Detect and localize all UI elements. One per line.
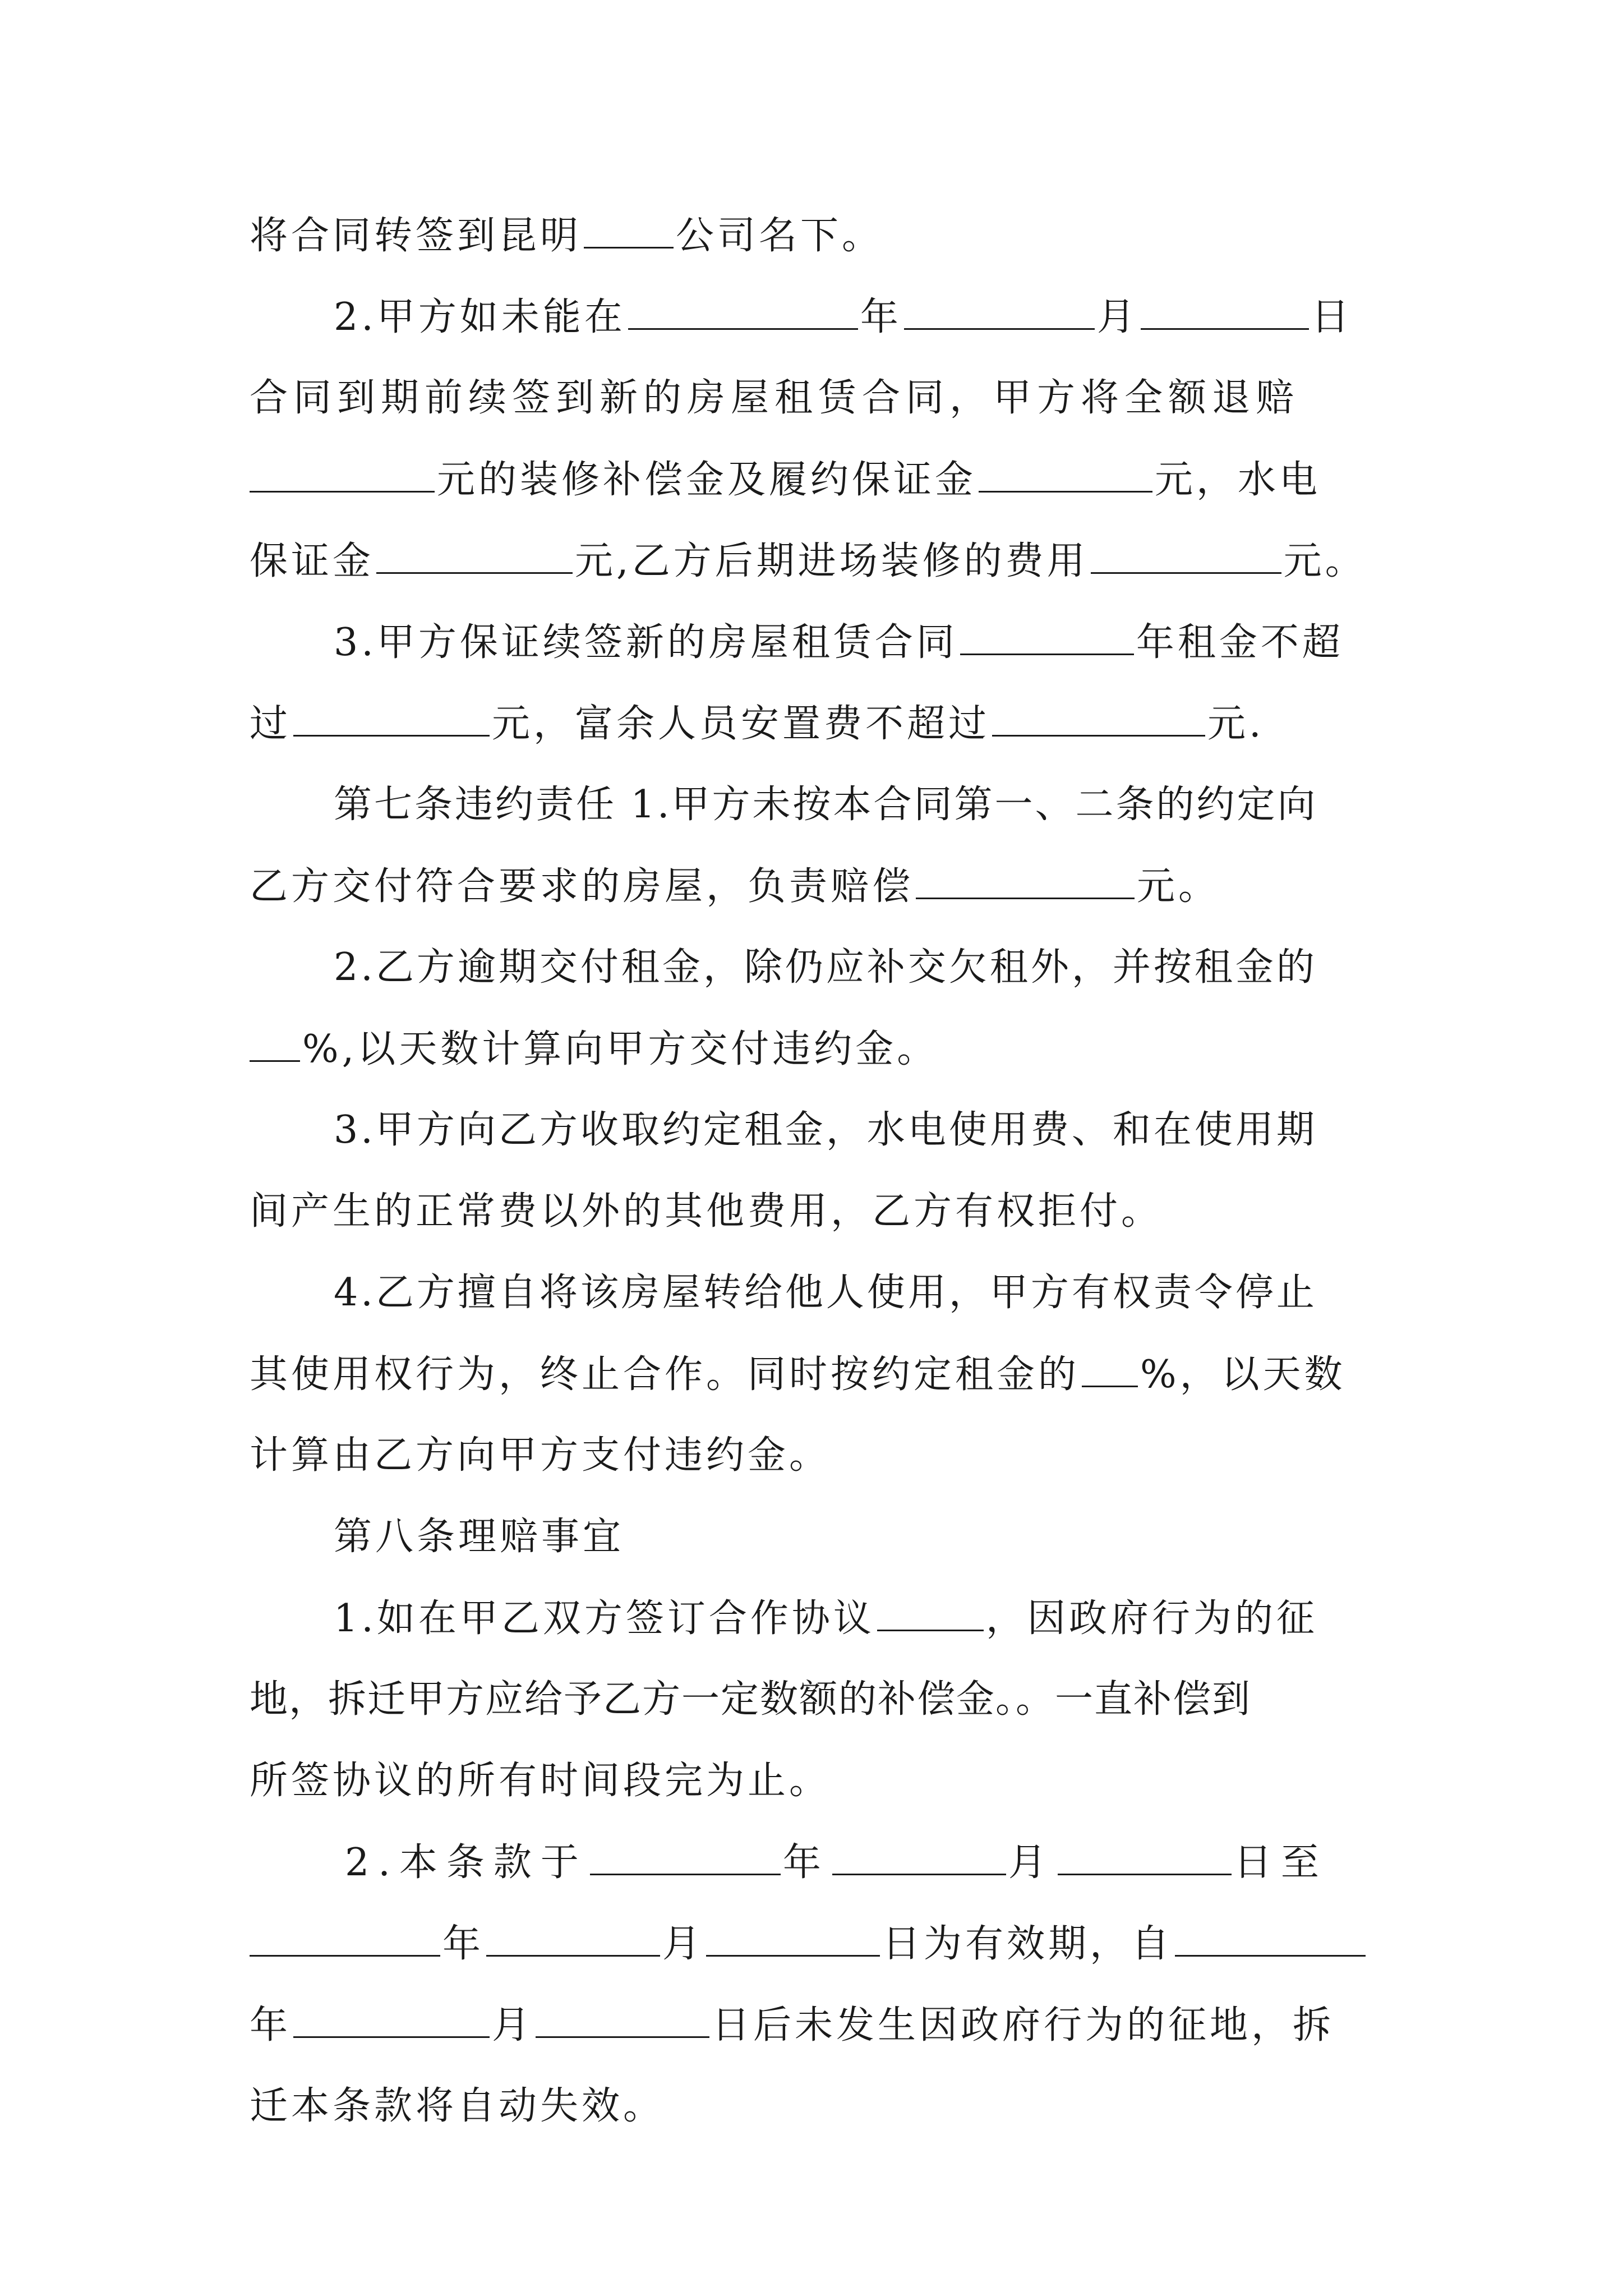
text-segment: 元的装修补偿金及履约保证金 xyxy=(437,458,977,502)
text-segment: 元。 xyxy=(1283,539,1367,583)
text-line xyxy=(250,208,883,264)
text-segment: 第八条理赔事宜 xyxy=(334,1515,625,1559)
text-segment: 日至 xyxy=(1233,1841,1328,1885)
fill-blank[interactable] xyxy=(1175,1916,1366,1957)
text-segment: 月 xyxy=(662,1922,704,1966)
text-segment: 年 xyxy=(782,1841,830,1885)
fill-blank[interactable] xyxy=(628,289,858,330)
text-segment: 计算由乙方向甲方支付违约金。 xyxy=(250,1433,831,1478)
text-segment: 元，富余人员安置费不超过 xyxy=(492,702,990,746)
text-segment: 元,乙方后期进场装修的费用 xyxy=(575,539,1089,583)
fill-blank[interactable] xyxy=(584,208,674,249)
text-segment: 将合同转签到昆明 xyxy=(250,214,582,258)
text-segment: 其使用权行为，终止合作。同时按约定租金的 xyxy=(250,1352,1080,1397)
text-segment: 迁本条款将自动失效。 xyxy=(250,2084,665,2128)
text-line xyxy=(250,696,1265,752)
fill-blank[interactable] xyxy=(293,696,490,737)
text-segment: 过 xyxy=(250,702,292,746)
text-segment: 第七条违约责任 1.甲方未按本合同第一、二条的约定向 xyxy=(334,783,1318,827)
text-line xyxy=(334,940,1317,996)
fill-blank[interactable] xyxy=(979,452,1152,493)
fill-blank[interactable] xyxy=(904,289,1095,330)
text-segment: 保证金 xyxy=(250,539,375,583)
fill-blank[interactable] xyxy=(916,858,1135,899)
text-segment: 月 xyxy=(1008,1841,1055,1885)
text-line xyxy=(250,533,1367,589)
text-segment: 元，水电 xyxy=(1155,458,1321,502)
fill-blank[interactable] xyxy=(1141,289,1309,330)
section-heading xyxy=(334,1509,624,1565)
text-line xyxy=(250,1753,831,1809)
text-segment: 元。 xyxy=(1137,864,1220,909)
text-segment: 年租金不超 xyxy=(1136,620,1344,665)
text-line xyxy=(345,1834,1328,1890)
fill-blank[interactable] xyxy=(293,1997,490,2038)
text-line xyxy=(250,1021,938,1077)
fill-blank[interactable] xyxy=(960,614,1134,655)
text-segment: %，以天数 xyxy=(1140,1352,1346,1397)
text-line xyxy=(334,289,1353,345)
fill-blank[interactable] xyxy=(832,1834,1006,1875)
text-line xyxy=(334,1590,1318,1646)
text-line xyxy=(250,2078,665,2134)
text-segment: 元. xyxy=(1207,702,1265,746)
text-segment: 2.本条款于 xyxy=(345,1841,588,1885)
fill-blank[interactable] xyxy=(992,696,1205,737)
text-line xyxy=(250,452,1321,508)
text-segment: 日后未发生因政府行为的征地，拆 xyxy=(712,2003,1335,2047)
text-segment: 月 xyxy=(492,2003,534,2047)
text-line xyxy=(250,1346,1346,1402)
text-line xyxy=(250,1184,1163,1240)
fill-blank[interactable] xyxy=(536,1997,709,2038)
text-segment: %,以天数计算向甲方交付违约金。 xyxy=(302,1027,939,1071)
text-line xyxy=(250,1428,831,1484)
text-segment: 合同到期前续签到新的房屋租赁合同，甲方将全额退赔 xyxy=(250,376,1300,420)
text-line xyxy=(250,1916,1368,1972)
fill-blank[interactable] xyxy=(1091,533,1281,574)
text-segment: 间产生的正常费以外的其他费用，乙方有权拒付。 xyxy=(250,1189,1163,1234)
fill-blank[interactable] xyxy=(376,533,573,574)
text-segment: 年 xyxy=(250,2003,292,2047)
text-line xyxy=(250,1997,1334,2053)
text-line xyxy=(250,370,1299,426)
text-segment: 地，拆迁甲方应给予乙方一定数额的补偿金。。一直补偿到 xyxy=(250,1677,1252,1722)
fill-blank[interactable] xyxy=(250,1916,440,1957)
text-line xyxy=(334,777,1318,833)
text-line xyxy=(334,1102,1317,1158)
text-segment: 年 xyxy=(860,295,902,339)
text-segment: 4.乙方擅自将该房屋转给他人使用，甲方有权责令停止 xyxy=(334,1271,1317,1315)
fill-blank[interactable] xyxy=(877,1590,984,1631)
text-segment: 年 xyxy=(442,1922,485,1966)
text-segment: 3.甲方保证续签新的房屋租赁合同 xyxy=(334,620,958,665)
text-segment: 所签协议的所有时间段完为止。 xyxy=(250,1759,831,1803)
fill-blank[interactable] xyxy=(706,1916,880,1957)
text-segment: 乙方交付符合要求的房屋，负责赔偿 xyxy=(250,864,914,909)
text-segment: 3.甲方向乙方收取约定租金，水电使用费、和在使用期 xyxy=(334,1108,1317,1152)
text-segment: ，因政府行为的征 xyxy=(985,1596,1318,1641)
text-segment: 日 xyxy=(1311,295,1353,339)
text-segment: 月 xyxy=(1096,295,1138,339)
text-line xyxy=(334,614,1344,670)
text-line xyxy=(250,858,1220,914)
text-segment: 2.甲方如未能在 xyxy=(334,295,626,339)
text-segment: 日为有效期，自 xyxy=(882,1922,1173,1966)
text-segment: 2.乙方逾期交付租金，除仍应补交欠租外，并按租金的 xyxy=(334,945,1317,990)
fill-blank[interactable] xyxy=(590,1834,781,1875)
fill-blank[interactable] xyxy=(486,1916,660,1957)
fill-blank[interactable] xyxy=(250,452,435,493)
text-line xyxy=(334,1265,1317,1321)
fill-blank[interactable] xyxy=(1058,1834,1232,1875)
text-line xyxy=(250,1672,1251,1728)
fill-blank[interactable] xyxy=(1082,1346,1138,1387)
fill-blank[interactable] xyxy=(250,1021,300,1062)
text-segment: 公司名下。 xyxy=(676,214,884,258)
text-segment: 1.如在甲乙双方签订合作协议 xyxy=(334,1596,875,1641)
